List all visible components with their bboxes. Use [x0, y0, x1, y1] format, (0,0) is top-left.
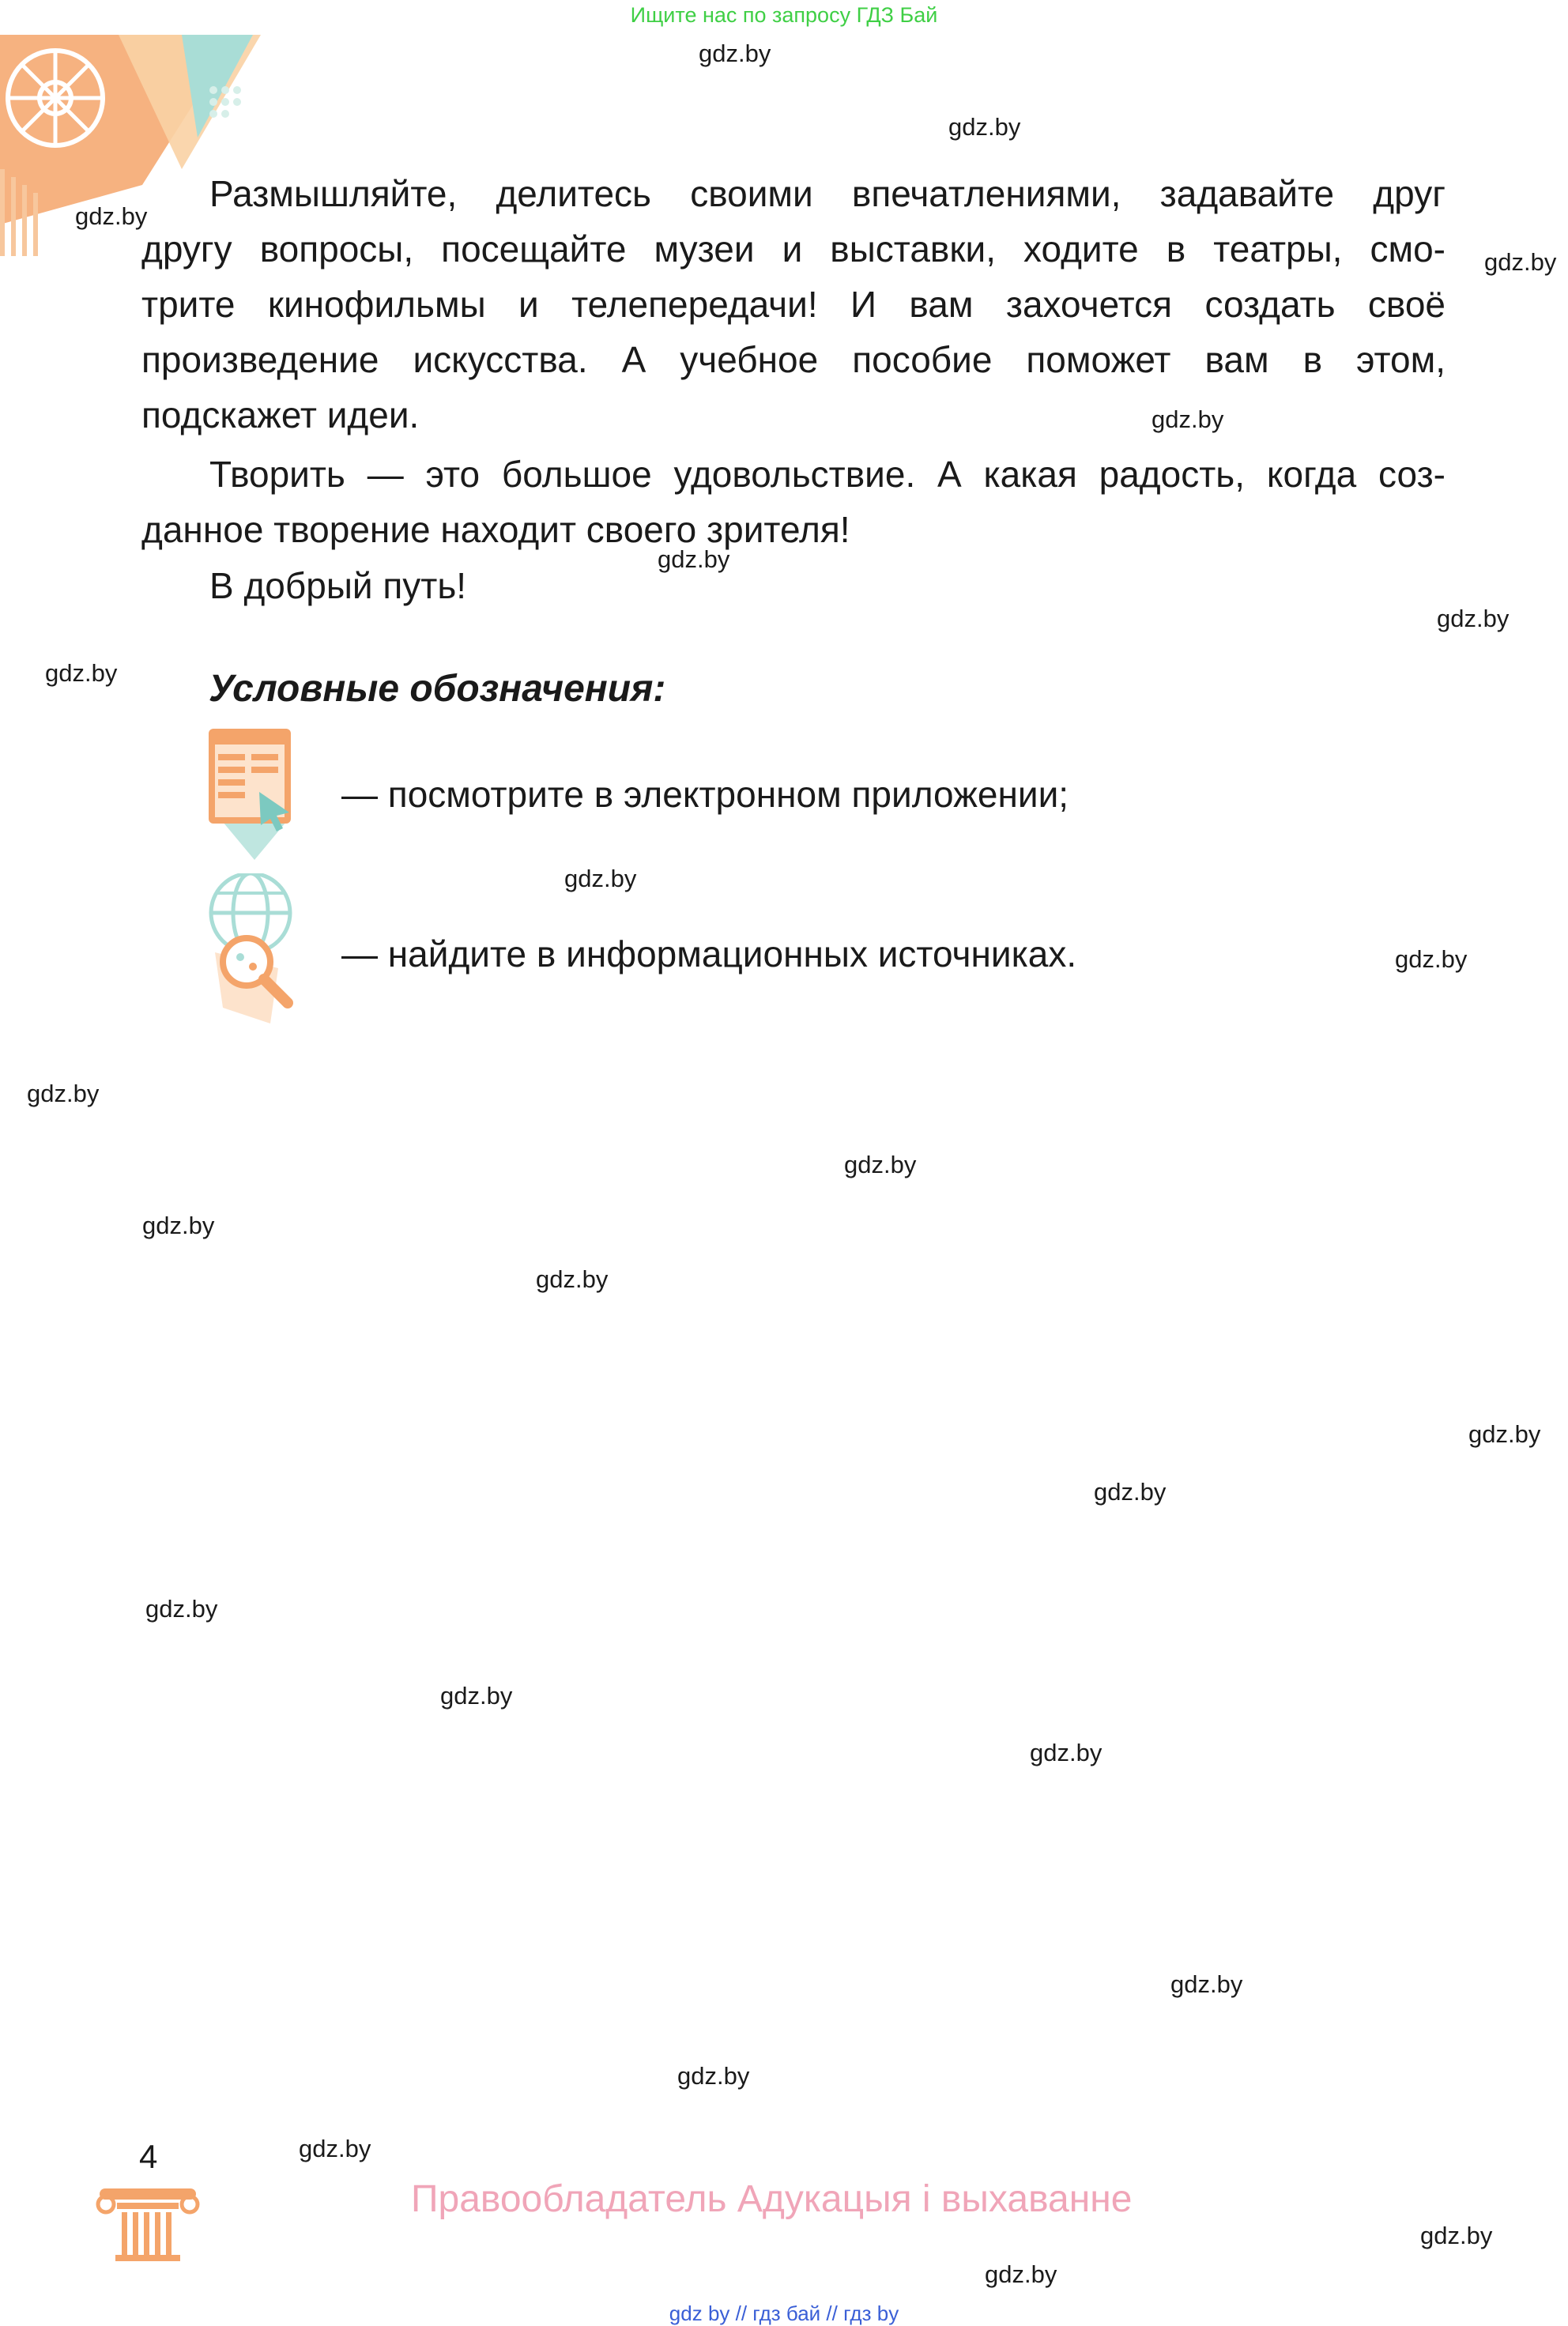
watermark: gdz.by: [299, 2135, 371, 2162]
paragraph-create: [141, 447, 1446, 557]
text-line: данное творение находит своего зрителя!: [141, 509, 850, 550]
electronic-app-icon: [207, 727, 298, 861]
top-banner: Ищите нас по запросу ГДЗ Бай: [630, 3, 938, 27]
watermark: gdz.by: [844, 1151, 917, 1178]
watermark: gdz.by: [1170, 1970, 1243, 1998]
watermark: gdz.by: [142, 1212, 215, 1239]
legend-item-text: — посмотрите в электронном приложении;: [341, 774, 1069, 815]
text-line: Размышляйте, делитесь своими впечатлениями, задавайте друг: [209, 173, 1446, 214]
watermark: gdz.by: [1395, 945, 1468, 973]
watermark: gdz.by: [1094, 1478, 1167, 1506]
watermark: gdz.by: [699, 40, 771, 67]
page-number: 4: [139, 2138, 158, 2175]
watermark: gdz.by: [27, 1080, 100, 1107]
text-line: Творить — это большое удовольствие. А какая радость, когда соз-: [209, 454, 1446, 495]
watermark: gdz.by: [45, 659, 118, 687]
text-line: В добрый путь!: [209, 565, 467, 606]
legend-item-text: — найдите в информационных источниках.: [341, 933, 1077, 975]
legend-title: Условные обозначения:: [209, 668, 666, 710]
watermark: gdz.by: [658, 545, 730, 573]
bottom-links[interactable]: gdz by // гдз бай // гдз by: [669, 2301, 899, 2325]
watermark: gdz.by: [1030, 1739, 1102, 1766]
watermark: gdz.by: [1152, 405, 1224, 433]
text-line: подскажет идеи.: [141, 394, 420, 435]
paragraph-intro: [141, 166, 1446, 443]
watermark: gdz.by: [985, 2260, 1057, 2288]
copyright-holder: Правообладатель Адукацыя і выхаванне: [411, 2178, 1133, 2220]
watermark: gdz.by: [677, 2062, 750, 2090]
watermark: gdz.by: [1484, 248, 1557, 276]
watermark: gdz.by: [564, 865, 637, 892]
text-line: трите кинофильмы и телепередачи! И вам захочется создать своё: [141, 284, 1446, 325]
watermark: gdz.by: [75, 202, 148, 230]
column-logo-icon: [95, 2185, 202, 2264]
watermark: gdz.by: [440, 1682, 513, 1710]
watermark: gdz.by: [1468, 1420, 1541, 1448]
watermark: gdz.by: [948, 113, 1021, 141]
watermark: gdz.by: [1437, 605, 1510, 632]
text-line: произведение искусства. А учебное пособие поможет вам в этом,: [141, 339, 1446, 380]
text-line: другу вопросы, посещайте музеи и выставки, ходите в театры, смо-: [141, 228, 1446, 270]
watermark: gdz.by: [536, 1265, 609, 1293]
paragraph-farewell: [141, 558, 1446, 613]
watermark: gdz.by: [145, 1595, 218, 1623]
search-globe-icon: [207, 873, 298, 1031]
watermark: gdz.by: [1420, 2222, 1493, 2249]
